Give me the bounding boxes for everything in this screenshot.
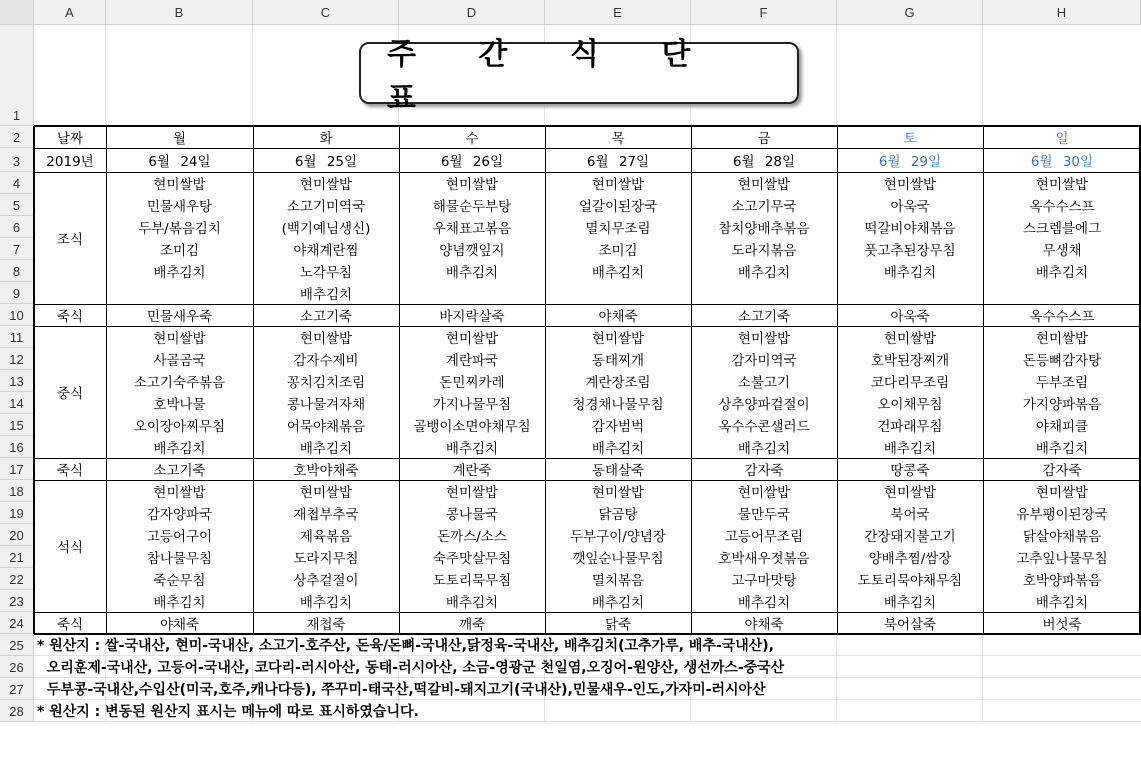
menu-item-cell[interactable]: 배추김치 bbox=[253, 590, 399, 612]
meal-label-porridge1[interactable]: 죽식 bbox=[34, 304, 106, 326]
table-border bbox=[34, 458, 1141, 459]
row-header-5[interactable]: 5 bbox=[0, 194, 34, 216]
menu-item-cell[interactable]: 현미쌀밥 bbox=[106, 326, 253, 348]
menu-item-cell[interactable]: 멸치무조림 bbox=[545, 216, 691, 238]
menu-item-cell[interactable]: 바지락살죽 bbox=[399, 304, 545, 326]
menu-item-cell[interactable]: 호박된장찌개 bbox=[837, 348, 983, 370]
day-date-cell[interactable]: 6월 30일 bbox=[983, 148, 1141, 172]
row-header-9[interactable]: 9 bbox=[0, 282, 34, 304]
menu-item-cell[interactable] bbox=[106, 282, 253, 304]
menu-item-cell[interactable]: 옥수수스프 bbox=[983, 304, 1141, 326]
menu-item-cell[interactable]: 아욱죽 bbox=[837, 304, 983, 326]
table-border bbox=[34, 633, 1141, 635]
menu-item-cell[interactable]: 감자죽 bbox=[983, 458, 1141, 480]
table-border bbox=[983, 126, 984, 634]
menu-item-cell[interactable]: 현미쌀밥 bbox=[691, 172, 837, 194]
menu-item-cell[interactable]: 소고기죽 bbox=[253, 304, 399, 326]
menu-item-cell[interactable]: 동태찌개 bbox=[545, 348, 691, 370]
day-name-cell[interactable]: 수 bbox=[399, 126, 545, 148]
menu-item-cell[interactable]: 닭곰탕 bbox=[545, 502, 691, 524]
table-border bbox=[691, 126, 692, 634]
menu-item-cell[interactable]: 배추김치 bbox=[106, 590, 253, 612]
menu-item-cell[interactable]: 배추김치 bbox=[106, 436, 253, 458]
column-header-c[interactable]: C bbox=[253, 0, 399, 25]
menu-item-cell[interactable]: 배추김치 bbox=[691, 260, 837, 282]
table-border bbox=[253, 126, 254, 634]
menu-item-cell[interactable]: 무생채 bbox=[983, 238, 1141, 260]
menu-item-cell[interactable]: 고구마맛탕 bbox=[691, 568, 837, 590]
row-header-23[interactable]: 23 bbox=[0, 590, 34, 612]
menu-item-cell[interactable]: 재첩죽 bbox=[253, 612, 399, 634]
row-header-10[interactable]: 10 bbox=[0, 304, 34, 326]
menu-item-cell[interactable]: 콩나물국 bbox=[399, 502, 545, 524]
menu-item-cell[interactable]: 소불고기 bbox=[691, 370, 837, 392]
menu-item-cell[interactable]: 풋고추된장무침 bbox=[837, 238, 983, 260]
day-name-cell[interactable]: 목 bbox=[545, 126, 691, 148]
row-header-28[interactable]: 28 bbox=[0, 700, 34, 722]
day-name-cell[interactable]: 토 bbox=[837, 126, 983, 148]
menu-item-cell[interactable]: 죽순무침 bbox=[106, 568, 253, 590]
menu-item-cell[interactable]: 현미쌀밥 bbox=[399, 326, 545, 348]
menu-item-cell[interactable]: 현미쌀밥 bbox=[253, 480, 399, 502]
table-border bbox=[34, 612, 1141, 613]
day-date-cell[interactable]: 6월 27일 bbox=[545, 148, 691, 172]
column-header-b[interactable]: B bbox=[106, 0, 253, 25]
menu-item-cell[interactable]: 어묵야채볶음 bbox=[253, 414, 399, 436]
menu-item-cell[interactable]: 옥수수스프 bbox=[983, 194, 1141, 216]
row-header-21[interactable]: 21 bbox=[0, 546, 34, 568]
menu-item-cell[interactable]: 호박양파볶음 bbox=[983, 568, 1141, 590]
meal-label-dinner[interactable]: 석식 bbox=[34, 480, 106, 612]
menu-item-cell[interactable]: 현미쌀밥 bbox=[106, 172, 253, 194]
menu-item-cell[interactable]: 닭죽 bbox=[545, 612, 691, 634]
menu-item-cell[interactable]: 멸치볶음 bbox=[545, 568, 691, 590]
menu-item-cell[interactable]: 상추겉절이 bbox=[253, 568, 399, 590]
menu-item-cell[interactable]: 현미쌀밥 bbox=[545, 172, 691, 194]
menu-item-cell[interactable]: 제육볶음 bbox=[253, 524, 399, 546]
menu-item-cell[interactable] bbox=[691, 282, 837, 304]
menu-item-cell[interactable]: 고등어무조림 bbox=[691, 524, 837, 546]
day-date-cell[interactable]: 6월 26일 bbox=[399, 148, 545, 172]
row-header-4[interactable]: 4 bbox=[0, 172, 34, 194]
menu-item-cell[interactable]: 민물새우죽 bbox=[106, 304, 253, 326]
column-header-f[interactable]: F bbox=[691, 0, 837, 25]
row-header-3[interactable]: 3 bbox=[0, 148, 34, 172]
row-header-17[interactable]: 17 bbox=[0, 458, 34, 480]
menu-item-cell[interactable]: 두부조림 bbox=[983, 370, 1141, 392]
menu-item-cell[interactable]: 물만두국 bbox=[691, 502, 837, 524]
menu-item-cell[interactable]: 골뱅이소면야채무침 bbox=[399, 414, 545, 436]
menu-item-cell[interactable]: 계란죽 bbox=[399, 458, 545, 480]
menu-item-cell[interactable]: 옥수수콘샐러드 bbox=[691, 414, 837, 436]
menu-item-cell[interactable]: 감자죽 bbox=[691, 458, 837, 480]
menu-item-cell[interactable]: 오이장아찌무침 bbox=[106, 414, 253, 436]
day-name-cell[interactable]: 일 bbox=[983, 126, 1141, 148]
menu-item-cell[interactable]: 조미김 bbox=[545, 238, 691, 260]
row-header-7[interactable]: 7 bbox=[0, 238, 34, 260]
menu-item-cell[interactable]: 꽁치김치조림 bbox=[253, 370, 399, 392]
menu-item-cell[interactable]: 양배추찜/쌈장 bbox=[837, 546, 983, 568]
menu-item-cell[interactable]: 현미쌀밥 bbox=[106, 480, 253, 502]
menu-item-cell[interactable]: 배추김치 bbox=[545, 260, 691, 282]
table-border bbox=[106, 126, 107, 634]
menu-item-cell[interactable]: 우채표고볶음 bbox=[399, 216, 545, 238]
menu-item-cell[interactable]: 현미쌀밥 bbox=[837, 172, 983, 194]
menu-item-cell[interactable]: 북어살죽 bbox=[837, 612, 983, 634]
menu-item-cell[interactable]: 배추김치 bbox=[837, 436, 983, 458]
row-header-15[interactable]: 15 bbox=[0, 414, 34, 436]
meal-label-porridge2[interactable]: 죽식 bbox=[34, 458, 106, 480]
menu-item-cell[interactable]: 호박야채죽 bbox=[253, 458, 399, 480]
menu-item-cell[interactable]: 현미쌀밥 bbox=[545, 480, 691, 502]
menu-item-cell[interactable]: 가지나물무침 bbox=[399, 392, 545, 414]
menu-item-cell[interactable]: 계란파국 bbox=[399, 348, 545, 370]
row-header-2[interactable]: 2 bbox=[0, 126, 34, 148]
menu-item-cell[interactable]: 두부/볶음김치 bbox=[106, 216, 253, 238]
menu-item-cell[interactable]: 아욱국 bbox=[837, 194, 983, 216]
menu-item-cell[interactable]: 코다리무조림 bbox=[837, 370, 983, 392]
menu-item-cell[interactable]: 간장돼지불고기 bbox=[837, 524, 983, 546]
table-border bbox=[34, 125, 1141, 127]
menu-item-cell[interactable]: 상추양파겉절이 bbox=[691, 392, 837, 414]
menu-item-cell[interactable]: 스크렘블에그 bbox=[983, 216, 1141, 238]
menu-item-cell[interactable]: 오이채무침 bbox=[837, 392, 983, 414]
menu-item-cell[interactable]: 배추김치 bbox=[837, 590, 983, 612]
meal-label-lunch[interactable]: 중식 bbox=[34, 326, 106, 458]
menu-item-cell[interactable]: 두부구이/양념장 bbox=[545, 524, 691, 546]
menu-item-cell[interactable]: 야채계란찜 bbox=[253, 238, 399, 260]
menu-item-cell[interactable]: 배추김치 bbox=[399, 260, 545, 282]
menu-item-cell[interactable]: 유부팽이된장국 bbox=[983, 502, 1141, 524]
column-header-d[interactable]: D bbox=[399, 0, 545, 25]
table-border bbox=[34, 148, 1141, 149]
menu-item-cell[interactable]: 현미쌀밥 bbox=[253, 172, 399, 194]
menu-item-cell[interactable]: 얼갈이된장국 bbox=[545, 194, 691, 216]
row-header-11[interactable]: 11 bbox=[0, 326, 34, 348]
day-date-cell[interactable]: 6월 28일 bbox=[691, 148, 837, 172]
menu-item-cell[interactable]: 조미김 bbox=[106, 238, 253, 260]
table-border bbox=[837, 126, 838, 634]
menu-item-cell[interactable]: 배추김치 bbox=[983, 590, 1141, 612]
menu-item-cell[interactable]: 닭살야채볶음 bbox=[983, 524, 1141, 546]
menu-item-cell[interactable]: 가지양파볶음 bbox=[983, 392, 1141, 414]
row-header-19[interactable]: 19 bbox=[0, 502, 34, 524]
row-header-12[interactable]: 12 bbox=[0, 348, 34, 370]
menu-item-cell[interactable]: 감자미역국 bbox=[691, 348, 837, 370]
menu-item-cell[interactable]: 노각무침 bbox=[253, 260, 399, 282]
table-border bbox=[34, 480, 1141, 481]
day-date-cell[interactable]: 6월 29일 bbox=[837, 148, 983, 172]
menu-item-cell[interactable] bbox=[399, 282, 545, 304]
row-header-16[interactable]: 16 bbox=[0, 436, 34, 458]
origin-note-2[interactable]: 오리훈제-국내산, 고등어-국내산, 코다리-러시아산, 동태-러시아산, 소금-영광군 천일염,오징어-원양산, 생선까스-중국산 bbox=[37, 660, 785, 676]
menu-item-cell[interactable]: 배추김치 bbox=[545, 590, 691, 612]
menu-item-cell[interactable]: 땅콩죽 bbox=[837, 458, 983, 480]
menu-item-cell[interactable]: 해물순두부탕 bbox=[399, 194, 545, 216]
menu-item-cell[interactable]: 감자수제비 bbox=[253, 348, 399, 370]
table-border bbox=[34, 326, 1141, 327]
menu-item-cell[interactable]: 현미쌀밥 bbox=[983, 172, 1141, 194]
menu-item-cell[interactable]: 현미쌀밥 bbox=[399, 480, 545, 502]
column-header-g[interactable]: G bbox=[837, 0, 983, 25]
menu-item-cell[interactable]: 도토리묵야채무침 bbox=[837, 568, 983, 590]
menu-item-cell[interactable]: 청경채나물무침 bbox=[545, 392, 691, 414]
row-header-22[interactable]: 22 bbox=[0, 568, 34, 590]
menu-item-cell[interactable]: 호박나물 bbox=[106, 392, 253, 414]
menu-item-cell[interactable]: 떡갈비야채볶음 bbox=[837, 216, 983, 238]
origin-note-3[interactable]: 두부콩-국내산,수입산(미국,호주,캐나다등), 쭈꾸미-태국산,떡갈비-돼지고기(국내산),민물새우-인도,가자미-러시아산 bbox=[37, 682, 766, 698]
row-header-14[interactable]: 14 bbox=[0, 392, 34, 414]
menu-item-cell[interactable]: 건파래무침 bbox=[837, 414, 983, 436]
menu-item-cell[interactable] bbox=[837, 282, 983, 304]
menu-item-cell[interactable]: 돈민찌카레 bbox=[399, 370, 545, 392]
menu-item-cell[interactable]: 현미쌀밥 bbox=[545, 326, 691, 348]
menu-item-cell[interactable]: 민물새우탕 bbox=[106, 194, 253, 216]
menu-item-cell[interactable]: 소고기무국 bbox=[691, 194, 837, 216]
menu-item-cell[interactable]: 돈까스/소스 bbox=[399, 524, 545, 546]
menu-item-cell[interactable]: 고등어구이 bbox=[106, 524, 253, 546]
row-header-18[interactable]: 18 bbox=[0, 480, 34, 502]
menu-item-cell[interactable]: 참치양배추볶음 bbox=[691, 216, 837, 238]
menu-item-cell[interactable]: 사골곰국 bbox=[106, 348, 253, 370]
menu-item-cell[interactable]: 배추김치 bbox=[253, 282, 399, 304]
page-title: 주 간 식 단 표 bbox=[387, 37, 717, 116]
menu-item-cell[interactable]: 현미쌀밥 bbox=[837, 480, 983, 502]
menu-item-cell[interactable]: 배추김치 bbox=[837, 260, 983, 282]
title-box bbox=[359, 37, 799, 116]
day-date-cell[interactable]: 6월 24일 bbox=[106, 148, 253, 172]
menu-item-cell[interactable]: 배추김치 bbox=[691, 590, 837, 612]
day-name-cell[interactable]: 월 bbox=[106, 126, 253, 148]
menu-item-cell[interactable]: 배추김치 bbox=[253, 436, 399, 458]
menu-item-cell[interactable]: 버섯죽 bbox=[983, 612, 1141, 634]
menu-item-cell[interactable]: 감자양파국 bbox=[106, 502, 253, 524]
table-border bbox=[34, 304, 1141, 305]
row-header-8[interactable]: 8 bbox=[0, 260, 34, 282]
menu-item-cell[interactable]: 동태살죽 bbox=[545, 458, 691, 480]
menu-item-cell[interactable]: 배추김치 bbox=[399, 436, 545, 458]
day-name-cell[interactable]: 화 bbox=[253, 126, 399, 148]
menu-item-cell[interactable]: 재첩부추국 bbox=[253, 502, 399, 524]
menu-item-cell[interactable]: (백기예님생신) bbox=[253, 216, 399, 238]
row-header-25[interactable]: 25 bbox=[0, 634, 34, 656]
menu-item-cell[interactable]: 북어국 bbox=[837, 502, 983, 524]
menu-item-cell[interactable]: 고추잎나물무침 bbox=[983, 546, 1141, 568]
menu-item-cell[interactable]: 호박새우젓볶음 bbox=[691, 546, 837, 568]
menu-item-cell[interactable]: 현미쌀밥 bbox=[691, 326, 837, 348]
menu-item-cell[interactable]: 현미쌀밥 bbox=[983, 326, 1141, 348]
menu-item-cell[interactable]: 소고기죽 bbox=[691, 304, 837, 326]
row-header-26[interactable]: 26 bbox=[0, 656, 34, 678]
row-header-20[interactable]: 20 bbox=[0, 524, 34, 546]
row-header-13[interactable]: 13 bbox=[0, 370, 34, 392]
row-header-24[interactable]: 24 bbox=[0, 612, 34, 634]
menu-item-cell[interactable]: 계란장조림 bbox=[545, 370, 691, 392]
meal-label-porridge3[interactable]: 죽식 bbox=[34, 612, 106, 634]
menu-item-cell[interactable]: 배추김치 bbox=[399, 590, 545, 612]
menu-item-cell[interactable]: 소고기죽 bbox=[106, 458, 253, 480]
row-header-27[interactable]: 27 bbox=[0, 678, 34, 700]
menu-item-cell[interactable]: 배추김치 bbox=[545, 436, 691, 458]
menu-item-cell[interactable]: 깻잎순나물무침 bbox=[545, 546, 691, 568]
origin-note-4[interactable]: * 원산지 : 변동된 원산지 표시는 메뉴에 따로 표시하였습니다. bbox=[37, 704, 419, 720]
column-header-a[interactable]: A bbox=[34, 0, 106, 25]
menu-item-cell[interactable]: 배추김치 bbox=[691, 436, 837, 458]
menu-item-cell[interactable]: 야채죽 bbox=[691, 612, 837, 634]
menu-item-cell[interactable]: 참나물무침 bbox=[106, 546, 253, 568]
day-date-cell[interactable]: 6월 25일 bbox=[253, 148, 399, 172]
day-name-cell[interactable]: 금 bbox=[691, 126, 837, 148]
menu-item-cell[interactable]: 현미쌀밥 bbox=[253, 326, 399, 348]
menu-item-cell[interactable] bbox=[545, 282, 691, 304]
menu-item-cell[interactable]: 배추김치 bbox=[983, 260, 1141, 282]
menu-item-cell[interactable]: 도라지볶음 bbox=[691, 238, 837, 260]
select-all-corner[interactable] bbox=[0, 0, 34, 25]
menu-item-cell[interactable]: 도라지무침 bbox=[253, 546, 399, 568]
menu-item-cell[interactable]: 배추김치 bbox=[983, 436, 1141, 458]
table-border bbox=[399, 126, 400, 634]
menu-item-cell[interactable]: 야채피클 bbox=[983, 414, 1141, 436]
menu-item-cell[interactable]: 콩나물겨자채 bbox=[253, 392, 399, 414]
row-header-6[interactable]: 6 bbox=[0, 216, 34, 238]
menu-item-cell[interactable]: 소고기미역국 bbox=[253, 194, 399, 216]
menu-item-cell[interactable] bbox=[983, 282, 1141, 304]
table-border bbox=[545, 126, 546, 634]
column-header-e[interactable]: E bbox=[545, 0, 691, 25]
menu-item-cell[interactable]: 양념깻잎지 bbox=[399, 238, 545, 260]
menu-item-cell[interactable]: 숙주맛살무침 bbox=[399, 546, 545, 568]
menu-item-cell[interactable]: 돈등뼈감자탕 bbox=[983, 348, 1141, 370]
meal-label-breakfast[interactable]: 조식 bbox=[34, 172, 106, 304]
year-cell[interactable]: 2019년 bbox=[34, 148, 106, 172]
menu-item-cell[interactable]: 야채죽 bbox=[106, 612, 253, 634]
column-header-h[interactable]: H bbox=[983, 0, 1141, 25]
table-border bbox=[34, 172, 1141, 173]
menu-item-cell[interactable]: 현미쌀밥 bbox=[399, 172, 545, 194]
menu-item-cell[interactable]: 배추김치 bbox=[106, 260, 253, 282]
menu-item-cell[interactable]: 깨죽 bbox=[399, 612, 545, 634]
table-border bbox=[33, 126, 35, 634]
origin-note-1[interactable]: * 원산지 : 쌀-국내산, 현미-국내산, 소고기-호주산, 돈육/돈뼈-국내산,닭정육-국내산, 배추김치(고추가루, 배추-국내산), bbox=[37, 638, 774, 654]
menu-item-cell[interactable]: 소고기숙주볶음 bbox=[106, 370, 253, 392]
menu-item-cell[interactable]: 현미쌀밥 bbox=[837, 326, 983, 348]
menu-item-cell[interactable]: 도토리묵무침 bbox=[399, 568, 545, 590]
row-header-1[interactable]: 1 bbox=[0, 25, 34, 126]
date-label[interactable]: 날짜 bbox=[34, 126, 106, 148]
menu-item-cell[interactable]: 현미쌀밥 bbox=[983, 480, 1141, 502]
menu-item-cell[interactable]: 감자범벅 bbox=[545, 414, 691, 436]
menu-item-cell[interactable]: 현미쌀밥 bbox=[691, 480, 837, 502]
menu-item-cell[interactable]: 야채죽 bbox=[545, 304, 691, 326]
